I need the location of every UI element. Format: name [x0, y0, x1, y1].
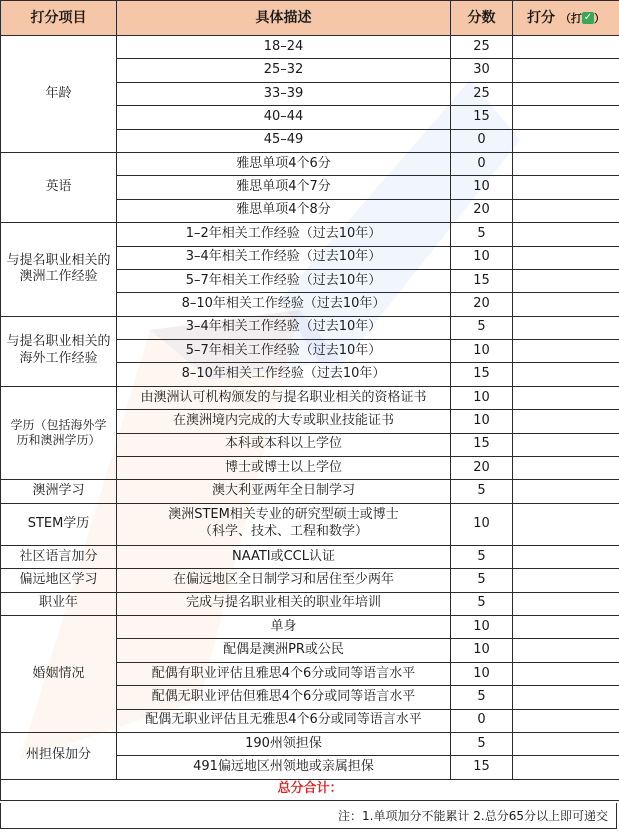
row-score-cell[interactable]	[513, 732, 619, 755]
row-score-cell[interactable]	[513, 36, 619, 59]
row-description: 3–4年相关工作经验（过去10年）	[117, 246, 451, 269]
footnote: 注：1.单项加分不能累计 2.总分65分以上即可递交	[0, 803, 617, 829]
row-points: 5	[451, 569, 513, 592]
header-score-hint: （打	[559, 11, 582, 25]
row-points: 15	[451, 269, 513, 292]
row-description: 40–44	[117, 106, 451, 129]
row-score-cell[interactable]	[513, 223, 619, 246]
row-score-cell[interactable]	[513, 639, 619, 662]
row-points: 10	[451, 662, 513, 685]
row-score-cell[interactable]	[513, 106, 619, 129]
row-description: 3–4年相关工作经验（过去10年）	[117, 316, 451, 339]
table-row	[1, 592, 619, 615]
row-description: 18–24	[117, 36, 451, 59]
header-description: 具体描述	[117, 1, 451, 36]
row-description: 雅思单项4个8分	[117, 199, 451, 222]
row-description: 澳大利亚两年全日制学习	[117, 480, 451, 503]
table-row	[1, 569, 619, 592]
row-description: 190州领担保	[117, 732, 451, 755]
category-professional-year: 职业年	[1, 592, 117, 615]
category-stem: STEM学历	[1, 503, 117, 545]
row-points: 0	[451, 152, 513, 175]
row-description-line2: （科学、技术、工程和数学）	[198, 524, 368, 540]
row-points: 5	[451, 480, 513, 503]
row-points: 0	[451, 129, 513, 152]
row-description: 5–7年相关工作经验（过去10年）	[117, 340, 451, 363]
row-description: 雅思单项4个7分	[117, 176, 451, 199]
row-description: 25–32	[117, 59, 451, 82]
category-regional-study: 偏远地区学习	[1, 569, 117, 592]
row-description: 在偏远地区全日制学习和居住至少两年	[117, 569, 451, 592]
table-row	[1, 223, 619, 246]
row-description: 1–2年相关工作经验（过去10年）	[117, 223, 451, 246]
row-points: 5	[451, 686, 513, 709]
row-description: 在澳洲境内完成的大专或职业技能证书	[117, 410, 451, 433]
row-description	[117, 503, 451, 545]
header-points: 分数	[451, 1, 513, 36]
row-points: 10	[451, 615, 513, 638]
row-score-cell[interactable]	[513, 129, 619, 152]
row-description: 单身	[117, 615, 451, 638]
row-points: 20	[451, 457, 513, 480]
row-points: 0	[451, 709, 513, 732]
row-score-cell[interactable]	[513, 662, 619, 685]
row-score-cell[interactable]	[513, 686, 619, 709]
row-score-cell[interactable]	[513, 545, 619, 568]
row-score-cell[interactable]	[513, 199, 619, 222]
row-points: 15	[451, 106, 513, 129]
row-score-cell[interactable]	[513, 59, 619, 82]
row-score-cell[interactable]	[513, 615, 619, 638]
table-header-row	[1, 1, 619, 36]
row-description: 雅思单项4个6分	[117, 152, 451, 175]
row-score-cell[interactable]	[513, 340, 619, 363]
row-score-cell[interactable]	[513, 152, 619, 175]
row-score-cell[interactable]	[513, 433, 619, 456]
row-points: 10	[451, 639, 513, 662]
row-points: 15	[451, 433, 513, 456]
row-score-cell[interactable]	[513, 363, 619, 386]
row-score-cell[interactable]	[513, 756, 619, 779]
row-score-cell[interactable]	[513, 176, 619, 199]
row-points: 5	[451, 732, 513, 755]
row-description: NAATI或CCL认证	[117, 545, 451, 568]
row-description: 45–49	[117, 129, 451, 152]
row-description: 491偏远地区州领地或亲属担保	[117, 756, 451, 779]
total-row	[1, 779, 619, 800]
table-row	[1, 732, 619, 755]
row-points: 5	[451, 592, 513, 615]
category-education: 学历（包括海外学历和澳洲学历）	[1, 386, 117, 480]
table-row	[1, 480, 619, 503]
row-score-cell[interactable]	[513, 592, 619, 615]
category-age: 年龄	[1, 36, 117, 153]
row-score-cell[interactable]	[513, 457, 619, 480]
row-description: 完成与提名职业相关的职业年培训	[117, 592, 451, 615]
row-points: 10	[451, 386, 513, 409]
header-score	[513, 1, 619, 36]
table-row	[1, 316, 619, 339]
row-points: 10	[451, 503, 513, 545]
row-points: 15	[451, 756, 513, 779]
total-label: 总分合计：	[277, 781, 343, 797]
row-points: 10	[451, 176, 513, 199]
table-row	[1, 503, 619, 545]
table-row	[1, 615, 619, 638]
header-item: 打分项目	[1, 1, 117, 36]
category-marital: 婚姻情况	[1, 615, 117, 732]
total-cell	[1, 779, 619, 800]
row-points: 30	[451, 59, 513, 82]
row-points: 15	[451, 363, 513, 386]
row-score-cell[interactable]	[513, 246, 619, 269]
row-score-cell[interactable]	[513, 709, 619, 732]
row-description: 配偶有职业评估且雅思4个6分或同等语言水平	[117, 662, 451, 685]
row-score-cell[interactable]	[513, 316, 619, 339]
category-au-study: 澳洲学习	[1, 480, 117, 503]
row-points: 10	[451, 410, 513, 433]
row-score-cell[interactable]	[513, 569, 619, 592]
row-description: 配偶是澳洲PR或公民	[117, 639, 451, 662]
check-mark-icon: ✓	[583, 11, 593, 23]
row-score-cell[interactable]	[513, 480, 619, 503]
row-description: 本科或本科以上学位	[117, 433, 451, 456]
row-score-cell[interactable]	[513, 386, 619, 409]
table-row	[1, 386, 619, 409]
category-community-language: 社区语言加分	[1, 545, 117, 568]
row-points: 5	[451, 316, 513, 339]
row-points: 10	[451, 340, 513, 363]
category-au-work: 与提名职业相关的澳洲工作经验	[1, 223, 117, 317]
header-score-label: 打分	[527, 9, 556, 26]
table-row	[1, 545, 619, 568]
row-description: 配偶无职业评估但雅思4个6分或同等语言水平	[117, 686, 451, 709]
header-score-hint-close: ）	[593, 11, 605, 25]
row-description: 5–7年相关工作经验（过去10年）	[117, 269, 451, 292]
row-score-cell[interactable]	[513, 410, 619, 433]
table-row	[1, 36, 619, 59]
row-description: 配偶无职业评估且无雅思4个6分或同等语言水平	[117, 709, 451, 732]
row-score-cell[interactable]	[513, 503, 619, 545]
row-points: 20	[451, 199, 513, 222]
row-points: 25	[451, 82, 513, 105]
row-points: 20	[451, 293, 513, 316]
row-points: 25	[451, 36, 513, 59]
category-state-nomination: 州担保加分	[1, 732, 117, 779]
row-description: 8–10年相关工作经验（过去10年）	[117, 363, 451, 386]
row-description: 8–10年相关工作经验（过去10年）	[117, 293, 451, 316]
row-description: 由澳洲认可机构颁发的与提名职业相关的资格证书	[117, 386, 451, 409]
row-description: 33–39	[117, 82, 451, 105]
row-score-cell[interactable]	[513, 269, 619, 292]
row-points: 5	[451, 545, 513, 568]
row-score-cell[interactable]	[513, 82, 619, 105]
row-points: 5	[451, 223, 513, 246]
category-english: 英语	[1, 152, 117, 222]
row-description: 博士或博士以上学位	[117, 457, 451, 480]
table-row	[1, 152, 619, 175]
row-points: 10	[451, 246, 513, 269]
row-score-cell[interactable]	[513, 293, 619, 316]
row-description-line1: 澳洲STEM相关专业的研究型硕士或博士	[168, 507, 399, 523]
category-overseas-work: 与提名职业相关的海外工作经验	[1, 316, 117, 386]
